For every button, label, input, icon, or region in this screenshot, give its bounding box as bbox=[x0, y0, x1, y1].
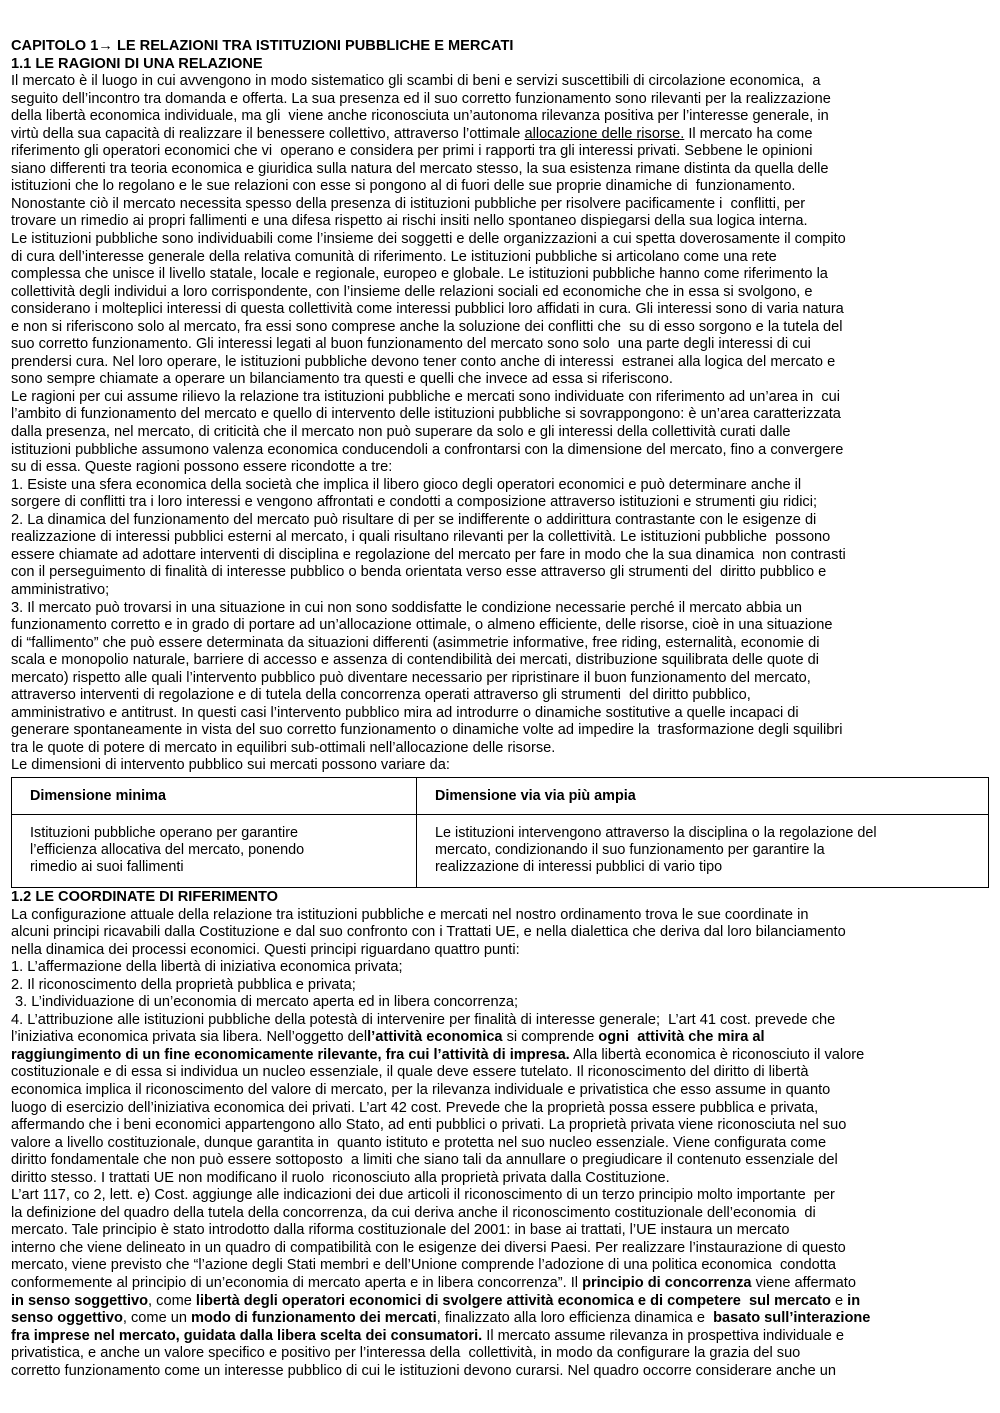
bold-text: libertà degli operatori economici di svolgere attività economica e di competere sul mercato bbox=[195, 1292, 831, 1309]
text-segment: amministrativo; bbox=[11, 581, 110, 598]
text-line bbox=[11, 266, 989, 284]
text-segment: 1. L’affermazione della libertà di iniziativa economica privata; bbox=[11, 959, 403, 976]
text-segment: , come un bbox=[122, 1310, 192, 1327]
cell-line: rimedio ai suoi fallimenti bbox=[30, 858, 184, 875]
text-segment: e non si riferiscono solo al mercato, fra essi sono comprese anche la soluzione dei conflitti che su di esso sorgono e la tutela del bbox=[11, 318, 843, 335]
text-line bbox=[11, 924, 989, 942]
text-line bbox=[11, 994, 989, 1012]
text-line bbox=[11, 1328, 989, 1346]
text-segment: e bbox=[830, 1292, 848, 1309]
cell-line: mercato, condizionando il suo funzionamento per garantire la bbox=[435, 841, 825, 858]
text-segment: Le istituzioni pubbliche sono individuabili come l’insieme dei soggetti e delle organizzazioni a cui spetta doverosamente il compito bbox=[11, 231, 846, 248]
text-segment: complessa che unisce il livello statale, locale e regionale, europeo e globale. Le istituzioni pubbliche hanno come riferimento la bbox=[11, 266, 828, 283]
text-line bbox=[11, 1170, 989, 1188]
text-segment: collettività degli individui a loro corrispondente, con l’insieme delle relazioni sociali ed economiche che in essa si svolgono, e bbox=[11, 283, 813, 300]
text-line bbox=[11, 354, 989, 372]
text-line bbox=[11, 213, 989, 231]
text-segment: dalla presenza, nel mercato, di criticità che il mercato non può superare da solo e gli interessi della collettività curati dalle bbox=[11, 424, 791, 441]
text-segment: La configurazione attuale della relazione tra istituzioni pubbliche e mercati nel nostro ordinamento trova le sue coordinate in bbox=[11, 906, 809, 923]
text-segment: , come bbox=[148, 1292, 196, 1309]
text-segment: suo corretto funzionamento. Gli interessi legati al buon funzionamento del mercato sono solo una parte degli interessi di cui bbox=[11, 336, 811, 353]
text-line bbox=[11, 977, 989, 995]
section-1-1 bbox=[11, 38, 989, 775]
text-segment: mercato, viene previsto che “l’azione degli Stati membri e dell’Unione comprende l’adozione di una politica economica condotta bbox=[11, 1257, 837, 1274]
text-line bbox=[11, 757, 989, 775]
text-line bbox=[11, 1293, 989, 1311]
text-segment: sono sempre chiamate a operare un bilanciamento tra questi e quelli che invece ad essa si riferiscono. bbox=[11, 371, 673, 388]
document-page bbox=[11, 38, 989, 1380]
bold-text: basato sull’interazione bbox=[713, 1310, 871, 1327]
text-line bbox=[11, 722, 989, 740]
text-line bbox=[11, 1345, 989, 1363]
text-segment: si comprende bbox=[502, 1029, 599, 1046]
text-segment: della libertà economica individuale, ma gli viene anche riconosciuta un’autonoma rilevanza positiva per l’interesse generale, in bbox=[11, 108, 829, 125]
table-cell bbox=[12, 814, 417, 887]
cell-line: realizzazione di interessi pubblici di vario tipo bbox=[435, 858, 723, 875]
text-line bbox=[11, 178, 989, 196]
text-line bbox=[11, 1222, 989, 1240]
text-line bbox=[11, 424, 989, 442]
text-segment: seguito dell’incontro tra domanda e offerta. La sua presenza ed il suo corretto funzionamento sono rilevanti per la realizzazione bbox=[11, 90, 831, 107]
text-line bbox=[11, 1363, 989, 1381]
text-line bbox=[11, 1187, 989, 1205]
text-segment: , finalizzato alla loro efficienza dinamica e bbox=[436, 1310, 714, 1327]
text-line bbox=[11, 959, 989, 977]
bold-text: ogni attività che mira al bbox=[598, 1029, 765, 1046]
column-header-minimum: Dimensione minima bbox=[30, 787, 166, 804]
text-segment: viene affermato bbox=[751, 1275, 856, 1291]
text-line bbox=[11, 547, 989, 565]
text-segment: CAPITOLO 1→ LE RELAZIONI TRA ISTITUZIONI PUBBLICHE E MERCATI bbox=[11, 38, 514, 54]
text-segment: la definizione del quadro della tutela della concorrenza, da cui deriva anche il riconoscimento costituzionale dell’economia di bbox=[11, 1204, 816, 1221]
text-line bbox=[11, 907, 989, 925]
text-line bbox=[11, 670, 989, 688]
section-heading bbox=[11, 38, 989, 56]
text-line bbox=[11, 512, 989, 530]
text-segment: con il perseguimento di finalità di interesse pubblico o benda orientata verso esse attraverso gli strumenti del diritto pubblico e bbox=[11, 564, 827, 581]
text-segment: 3. Il mercato può trovarsi in una situazione in cui non sono soddisfatte le condizione necessarie perché il mercato abbia un bbox=[11, 599, 802, 616]
text-line bbox=[11, 1257, 989, 1275]
text-segment: 2. Il riconoscimento della proprietà pubblica e privata; bbox=[11, 976, 356, 993]
dimensions-table bbox=[11, 777, 989, 888]
table-row bbox=[12, 814, 989, 887]
text-segment: essere chiamate ad adottare interventi di disciplina e regolazione del mercato per fare in modo che la sua dinamica non contrasti bbox=[11, 546, 846, 563]
text-line bbox=[11, 1012, 989, 1030]
text-line bbox=[11, 687, 989, 705]
text-segment: l’iniziativa economica privata sia libera. Nell’oggetto del bbox=[11, 1029, 368, 1046]
cell-line: Le istituzioni intervengono attraverso la disciplina o la regolazione del bbox=[435, 824, 877, 841]
text-segment: Le ragioni per cui assume rilievo la relazione tra istituzioni pubbliche e mercati sono individuate con riferimento ad un’area in cui bbox=[11, 388, 841, 405]
text-line bbox=[11, 617, 989, 635]
bold-text: modo di funzionamento dei mercati bbox=[191, 1310, 437, 1327]
text-line bbox=[11, 1117, 989, 1135]
text-segment: mercato. Tale principio è stato introdotto dalla riforma costituzionale del 2001: in base ai trattati, l’UE instaura un mercato bbox=[11, 1222, 790, 1239]
text-segment: istituzioni che lo regolano e le sue relazioni con esse si pongono al di fuori delle sue proprie dinamiche di funzionamento. bbox=[11, 178, 796, 195]
text-segment: attraverso interventi di regolazione e di tutela della concorrenza operati attraverso gli strumenti del diritto pubblico, bbox=[11, 687, 751, 704]
bold-text: in bbox=[847, 1292, 861, 1309]
text-line bbox=[11, 740, 989, 758]
text-line bbox=[11, 494, 989, 512]
text-segment: riferimento gli operatori economici che vi operano e considera per primi i rapporti tra gli interessi privati. Sebbene le opinioni bbox=[11, 143, 813, 160]
text-segment: Nonostante ciò il mercato necessita spesso della presenza di istituzioni pubbliche per risolvere pacificamente i conflitti, per bbox=[11, 195, 806, 212]
cell-minimum-text bbox=[12, 815, 416, 887]
text-line bbox=[11, 1135, 989, 1153]
cell-line: Istituzioni pubbliche operano per garantire bbox=[30, 824, 298, 841]
text-line bbox=[11, 284, 989, 302]
text-line bbox=[11, 161, 989, 179]
text-line bbox=[11, 108, 989, 126]
text-segment: funzionamento corretto e in grado di portare ad un’allocazione ottimale, o almeno efficiente, delle risorse, cioè in una situazione bbox=[11, 617, 833, 634]
text-segment: L’art 117, co 2, lett. e) Cost. aggiunge alle indicazioni dei due articoli il riconoscimento di un terzo principio molto importante per bbox=[11, 1187, 835, 1204]
text-segment: interno che viene delineato in un quadro di compatibilità con le esigenze dei diversi Paesi. Per realizzare l’instaurazione di questo bbox=[11, 1239, 846, 1256]
cell-wider-text bbox=[417, 815, 988, 887]
text-line bbox=[11, 459, 989, 477]
text-line bbox=[11, 1205, 989, 1223]
text-segment: diritto fondamentale che non può essere sottoposto a limiti che siano tali da annullare o pregiudicare il contenuto essenziale del bbox=[11, 1152, 838, 1169]
text-segment: luogo di esercizio dell’iniziativa economica dei privati. L’art 42 cost. Prevede che la proprietà possa essere pubblica e privata, bbox=[11, 1099, 819, 1116]
text-segment: 4. L’attribuzione alle istituzioni pubbliche della potestà di intervenire per finalità di interesse generale; L’art 41 cost. prevede che bbox=[11, 1011, 836, 1028]
table-cell bbox=[417, 777, 989, 814]
text-line bbox=[11, 1100, 989, 1118]
text-segment: istituzioni pubbliche assumono valenza economica conducendoli a confrontarsi con la dimensione del mercato, fino a convergere bbox=[11, 441, 844, 458]
section-1-2 bbox=[11, 889, 989, 1380]
text-segment: 1.2 LE COORDINATE DI RIFERIMENTO bbox=[11, 888, 279, 905]
text-line bbox=[11, 389, 989, 407]
table-header-row bbox=[12, 777, 989, 814]
text-line bbox=[11, 1047, 989, 1065]
text-segment: l’ambito di funzionamento del mercato e quello di intervento delle istituzioni pubbliche si sovrappongono: è un’area caratterizzata bbox=[11, 406, 841, 423]
cell-line: l’efficienza allocativa del mercato, ponendo bbox=[30, 841, 305, 858]
text-line bbox=[11, 319, 989, 337]
text-segment: tra le quote di potere di mercato in equilibri sub-ottimali nell’allocazione delle risorse. bbox=[11, 739, 556, 756]
text-line bbox=[11, 582, 989, 600]
text-segment: sorgere di conflitti tra i loro interessi e vengono affrontati e condotti a composizione attraverso istituzioni e strumenti giu ridici; bbox=[11, 494, 818, 511]
section-heading bbox=[11, 56, 989, 74]
text-line bbox=[11, 600, 989, 618]
text-segment: virtù della sua capacità di realizzare il benessere collettivo, attraverso l’ottimale bbox=[11, 125, 525, 142]
text-segment: mercato) rispetto alle quali l’intervento pubblico può diventare necessario per ripristinare il buon funzionamento del mercato, bbox=[11, 669, 811, 686]
text-line bbox=[11, 143, 989, 161]
text-segment: 1.1 LE RAGIONI DI UNA RELAZIONE bbox=[11, 55, 263, 72]
text-segment: affermando che i beni economici appartengono allo Stato, ad enti pubblici o privati. La proprietà privata viene riconosciuta nel suo bbox=[11, 1117, 847, 1134]
text-segment: Alla libertà economica è riconosciuto il valore bbox=[569, 1046, 865, 1063]
text-line bbox=[11, 564, 989, 582]
text-segment: amministrativo e antitrust. In questi casi l’intervento pubblico mira ad introdurre o dinamiche sostitutive a quelle incapaci di bbox=[11, 704, 799, 721]
text-segment: generare spontaneamente in vista del suo corretto funzionamento o dinamiche volte ad impedire la trasformazione degli squilibri bbox=[11, 722, 843, 739]
text-segment: corretto funzionamento come un interesse pubblico di cui le istituzioni devono curarsi. Nel quadro occorre considerare anche un bbox=[11, 1362, 837, 1379]
text-segment: Il mercato ha come bbox=[684, 125, 813, 142]
text-line bbox=[11, 529, 989, 547]
text-segment: su di essa. Queste ragioni possono essere ricondotte a tre: bbox=[11, 459, 393, 476]
text-line bbox=[11, 1064, 989, 1082]
text-line bbox=[11, 231, 989, 249]
text-segment: siano differenti tra teoria economica e giuridica sulla natura del mercato stesso, la sua esistenza rimane distinta da quella delle bbox=[11, 160, 829, 177]
text-segment: scala e monopolio naturale, barriere di accesso e assenza di contendibilità dei mercati, distribuzione squilibrata delle quote di bbox=[11, 652, 819, 669]
text-line bbox=[11, 336, 989, 354]
text-line bbox=[11, 91, 989, 109]
text-line bbox=[11, 301, 989, 319]
text-line bbox=[11, 1029, 989, 1047]
text-line bbox=[11, 73, 989, 91]
bold-text: l’attività economica bbox=[367, 1029, 503, 1046]
text-segment: valore a livello costituzionale, dunque garantita in quanto istituto e protetta nel suo nucleo essenziale. Viene configurata come bbox=[11, 1134, 827, 1151]
text-line bbox=[11, 1310, 989, 1328]
text-segment: nella dinamica dei processi economici. Questi principi riguardano quattro punti: bbox=[11, 941, 520, 958]
text-segment: considerano i molteplici interessi di questa collettività come interessi pubblici loro affidati in cura. Gli interessi sono di varia natura bbox=[11, 301, 844, 318]
text-line bbox=[11, 249, 989, 267]
text-line bbox=[11, 126, 989, 144]
text-line bbox=[11, 1152, 989, 1170]
text-segment: alcuni principi ricavabili dalla Costituzione e dal suo confronto con i Trattati UE, e nella dialettica che deriva dal loro bilanciamento bbox=[11, 924, 846, 941]
text-segment: trovare un rimedio ai propri fallimenti e una difesa rispetto ai rischi insiti nello spontaneo dispiegarsi della sua logica interna. bbox=[11, 213, 808, 230]
table-cell bbox=[12, 777, 417, 814]
text-segment: realizzazione di interessi pubblici esterni al mercato, i quali risultano rilevanti per la collettività. Le istituzioni pubbliche possono bbox=[11, 529, 831, 546]
text-segment: costituzionale e di essa si individua un nucleo essenziale, il quale deve essere tutelato. Il riconoscimento del diritto di libertà bbox=[11, 1064, 809, 1081]
column-header-wider: Dimensione via via più ampia bbox=[435, 787, 636, 804]
text-segment: 3. L’individuazione di un’economia di mercato aperta ed in libera concorrenza; bbox=[11, 994, 519, 1011]
text-segment: 1. Esiste una sfera economica della società che implica il libero gioco degli operatori economici e può determinare anche il bbox=[11, 476, 802, 493]
text-line bbox=[11, 1275, 989, 1293]
text-segment: conformemente al principio di un’economia di mercato aperta e in libera concorrenza”. Il bbox=[11, 1275, 583, 1291]
section-heading bbox=[11, 889, 989, 907]
bold-text: in senso soggettivo bbox=[11, 1292, 149, 1309]
text-line bbox=[11, 477, 989, 495]
text-segment: prendersi cura. Nel loro operare, le istituzioni pubbliche devono tener conto anche di interessi estranei alla logica del mercato e bbox=[11, 353, 836, 370]
text-segment: economica implica il riconoscimento del valore di mercato, per la rilevanza individuale e privatistica che esso assume in quanto bbox=[11, 1081, 831, 1098]
text-line bbox=[11, 635, 989, 653]
text-line bbox=[11, 652, 989, 670]
text-segment: di cura dell’interesse generale della relativa comunità di riferimento. Le istituzioni pubbliche si articolano come una rete bbox=[11, 248, 777, 265]
table-cell bbox=[417, 814, 989, 887]
text-segment: Il mercato assume rilevanza in prospettiva individuale e bbox=[482, 1327, 844, 1344]
bold-text: raggiungimento di un fine economicamente rilevante, fra cui l’attività di impresa. bbox=[11, 1046, 570, 1063]
text-line bbox=[11, 1240, 989, 1258]
bold-text: principio di concorrenza bbox=[582, 1275, 752, 1291]
text-segment: Il mercato è il luogo in cui avvengono in modo sistematico gli scambi di beni e servizi suscettibili di circolazione economica, a bbox=[11, 73, 821, 90]
text-line bbox=[11, 705, 989, 723]
underlined-text: allocazione delle risorse. bbox=[524, 125, 685, 142]
bold-text: fra imprese nel mercato, guidata dalla libera scelta dei consumatori. bbox=[11, 1327, 483, 1344]
text-segment: privatistica, e anche un valore specifico e positivo per l’interessa della collettività, in modo da configurare la grazia del suo bbox=[11, 1345, 801, 1362]
text-line bbox=[11, 196, 989, 214]
text-line bbox=[11, 406, 989, 424]
text-line bbox=[11, 942, 989, 960]
text-segment: diritto stesso. I trattati UE non modificano il ruolo riconosciuto alla proprietà privata dalla Costituzione. bbox=[11, 1169, 670, 1186]
text-line bbox=[11, 1082, 989, 1100]
text-segment: Le dimensioni di intervento pubblico sui mercati possono variare da: bbox=[11, 757, 450, 774]
text-segment: di “fallimento” che può essere determinata da situazioni differenti (asimmetrie informative, free riding, esternalità, economie di bbox=[11, 634, 820, 651]
text-line bbox=[11, 371, 989, 389]
text-line bbox=[11, 442, 989, 460]
bold-text: senso oggettivo bbox=[11, 1310, 123, 1327]
text-segment: 2. La dinamica del funzionamento del mercato può risultare di per se indifferente o addirittura contrastante con le esigenze di bbox=[11, 511, 817, 528]
